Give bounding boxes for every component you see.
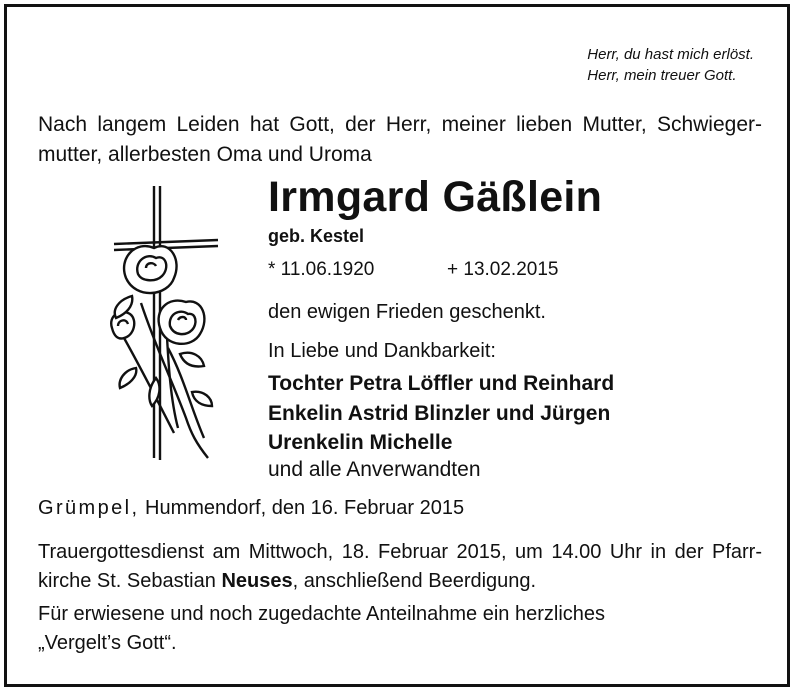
mourner-line-4: und alle Anverwandten [268,458,481,481]
mourner-line-3: Urenkelin Michelle [268,431,453,454]
deceased-name: Irmgard Gäßlein [268,173,603,221]
motto-line-2: Herr, mein treuer Gott. [587,67,737,84]
mourners-intro: In Liebe und Dankbarkeit: [268,340,496,362]
service-part-3: , anschließend Beerdigung. [292,570,537,592]
peace-text: den ewigen Frieden geschenkt. [268,301,546,323]
service-location: Neuses [221,570,293,592]
place-name: Grümpel, [38,497,140,519]
service-part-2: kirche St. Sebastian [38,570,222,592]
thanks-text [38,600,605,658]
intro-line-1: Nach langem Leiden hat Gott, der Herr, meiner lieben Mutter, Schwieger- [38,113,762,136]
intro-text [38,110,762,170]
place-date-line [38,497,464,519]
mourner-line-1: Tochter Petra Löffler und Reinhard [268,372,615,395]
mourner-line-2: Enkelin Astrid Blinzler und Jürgen [268,402,611,425]
service-part-1: Trauergottesdienst am Mittwoch, 18. Februar 2015, um 14.00 Uhr in der Pfarr- [38,541,762,563]
thanks-line-2: „Vergelt’s Gott“. [38,632,177,654]
motto [587,44,754,86]
funeral-service-text [38,538,762,596]
intro-line-2: mutter, allerbesten Oma und Uroma [38,143,372,166]
place-date-rest: Hummendorf, den 16. Februar 2015 [139,497,465,519]
maiden-name: geb. Kestel [268,226,365,246]
thanks-line-1: Für erwiesene und noch zugedachte Anteilnahme ein herzliches [38,603,606,625]
death-date: + 13.02.2015 [447,259,559,280]
birth-date: * 11.06.1920 [268,259,375,280]
cross-with-roses-icon [96,178,236,478]
motto-line-1: Herr, du hast mich erlöst. [587,46,754,63]
